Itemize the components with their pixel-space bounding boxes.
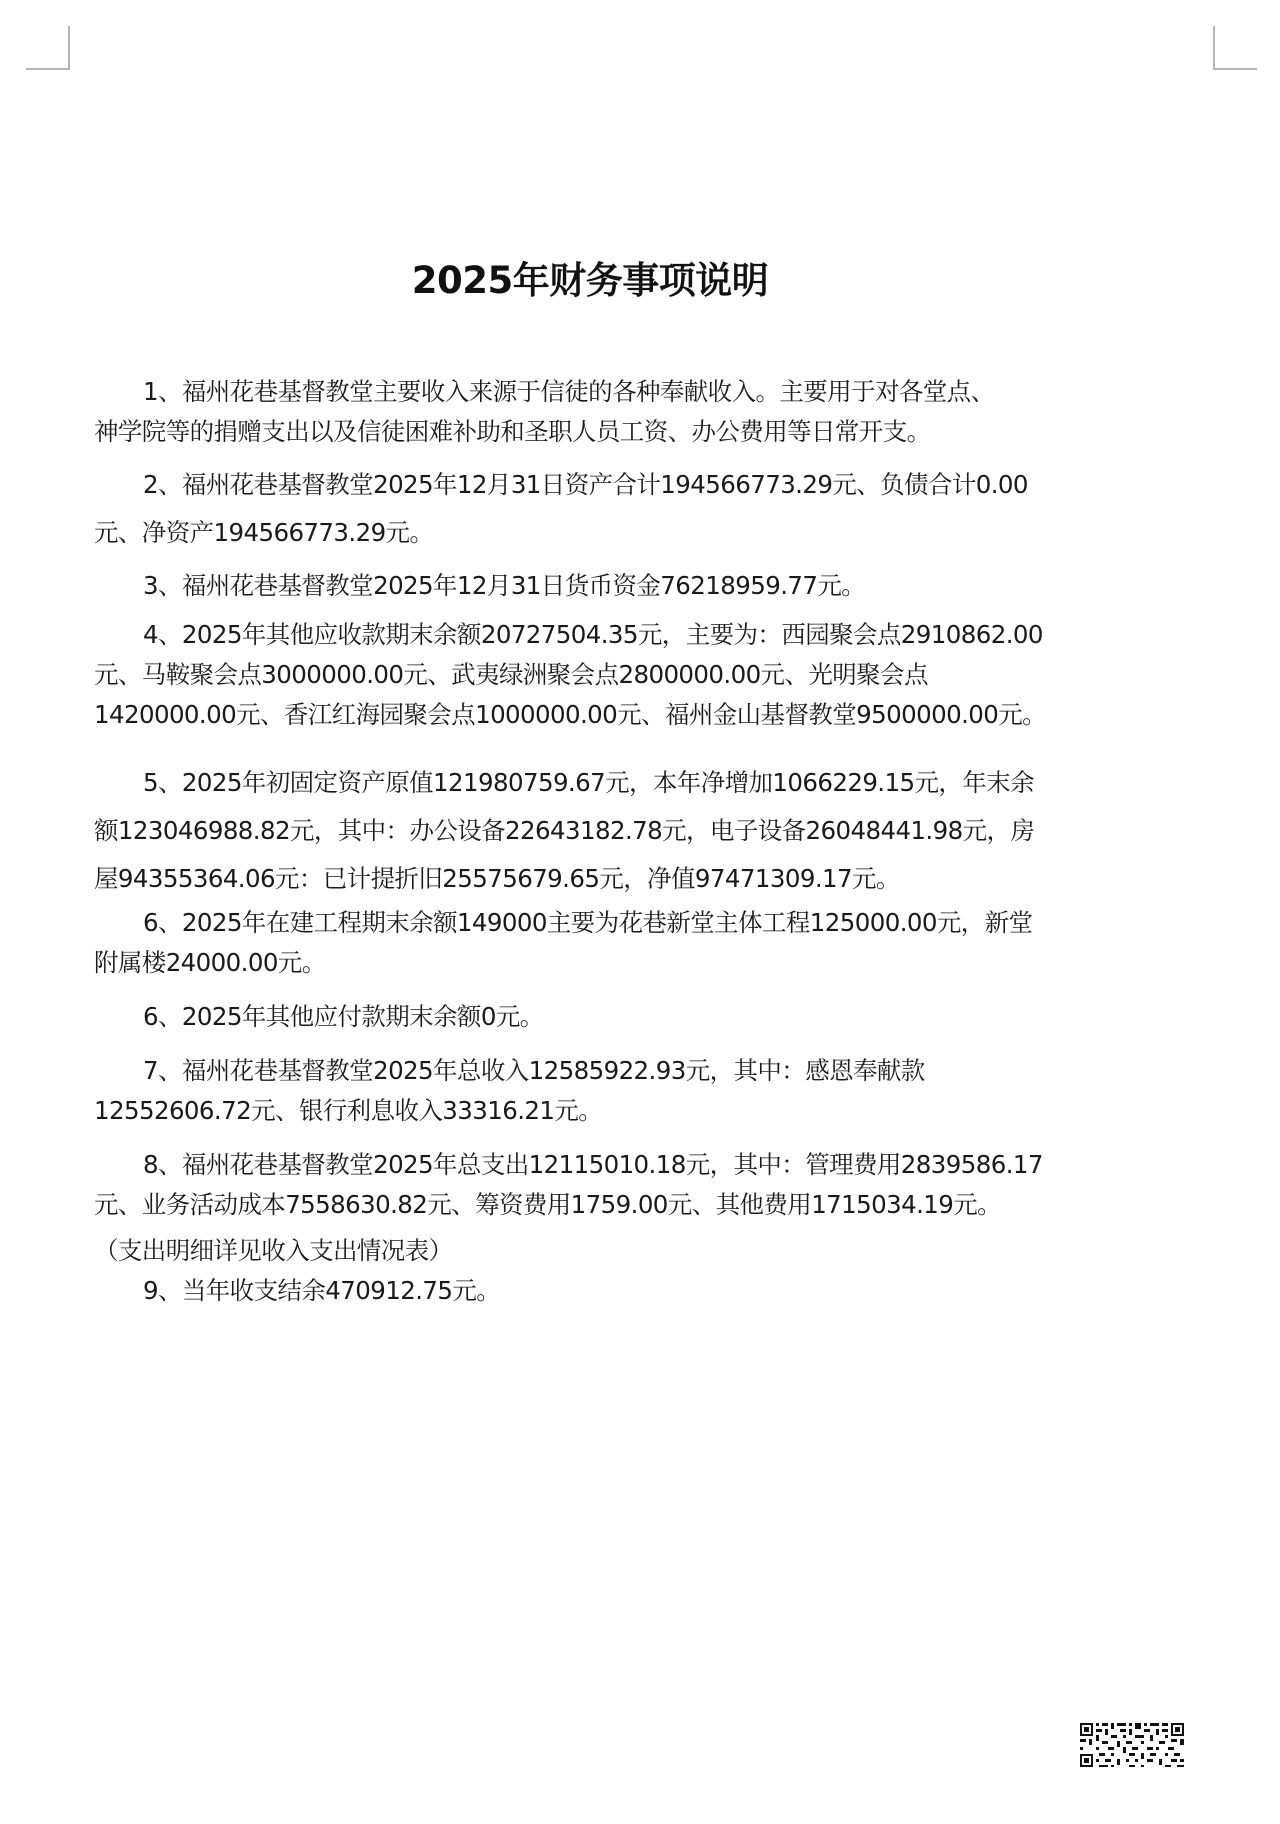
paragraph-1: [94, 372, 1094, 452]
paragraph-9: [94, 1271, 1094, 1311]
paragraph-6-construction: [94, 903, 1094, 983]
paragraph-5-line-1: 5、2025年初固定资产原值121980759.67元，本年净增加1066229.15元，年末余: [143, 768, 1034, 797]
paragraph-6-payables: [94, 997, 1094, 1037]
paragraph-2: [94, 461, 1094, 557]
paragraph-7: [94, 1051, 1094, 1131]
paragraph-2-line-1: 2、福州花巷基督教堂2025年12月31日资产合计194566773.29元、负债合计0.00: [143, 470, 1028, 499]
qr-code-icon: [1079, 1722, 1185, 1768]
document-body: [94, 372, 1094, 1311]
paragraph-4-line-2: 元、马鞍聚会点3000000.00元、武夷绿洲聚会点2800000.00元、光明聚会点: [94, 660, 928, 689]
paragraph-8: [94, 1145, 1094, 1225]
crop-mark-top-left: [26, 26, 70, 70]
paragraph-4-line-3: 1420000.00元、香江红海园聚会点1000000.00元、福州金山基督教堂9500000.00元。: [94, 700, 1047, 729]
paragraph-1-line-2: 神学院等的捐赠支出以及信徒困难补助和圣职人员工资、办公费用等日常开支。: [94, 417, 931, 446]
paragraph-4-line-1: 4、2025年其他应收款期末余额20727504.35元，主要为：西园聚会点2910862.00: [143, 620, 1043, 649]
paragraph-6-construction-line-1: 6、2025年在建工程期末余额149000主要为花巷新堂主体工程125000.00元，新堂: [143, 908, 1033, 937]
paragraph-3-line-1: 3、福州花巷基督教堂2025年12月31日货币资金76218959.77元。: [143, 571, 866, 600]
paragraph-6-payables-line-1: 6、2025年其他应付款期末余额0元。: [143, 1002, 544, 1031]
paragraph-5-line-3: 屋94355364.06元：已计提折旧25575679.65元，净值97471309.17元。: [94, 864, 900, 893]
crop-mark-top-right: [1213, 26, 1257, 70]
paragraph-7-line-2: 12552606.72元、银行利息收入33316.21元。: [94, 1096, 603, 1125]
paragraph-1-line-1: 1、福州花巷基督教堂主要收入来源于信徒的各种奉献收入。主要用于对各堂点、: [143, 377, 995, 406]
paragraph-9-line-1: 9、当年收支结余470912.75元。: [143, 1276, 501, 1305]
paragraph-2-line-2: 元、净资产194566773.29元。: [94, 518, 434, 547]
paragraph-6-construction-line-2: 附属楼24000.00元。: [94, 948, 326, 977]
paragraph-8-line-2: 元、业务活动成本7558630.82元、筹资费用1759.00元、其他费用1715034.19元。: [94, 1190, 1002, 1219]
paragraph-7-line-1: 7、福州花巷基督教堂2025年总收入12585922.93元，其中：感恩奉献款: [143, 1056, 925, 1085]
paragraph-5-line-2: 额123046988.82元，其中：办公设备22643182.78元，电子设备26048441.98元，房: [94, 816, 1035, 845]
expense-detail-note: （支出明细详见收入支出情况表）: [94, 1236, 453, 1265]
paragraph-5: [94, 759, 1094, 903]
paragraph-8-line-1: 8、福州花巷基督教堂2025年总支出12115010.18元，其中：管理费用2839586.17: [143, 1150, 1043, 1179]
document-title: 2025年财务事项说明: [411, 259, 769, 302]
paragraph-3: [94, 566, 1094, 606]
paragraph-4: [94, 615, 1094, 735]
